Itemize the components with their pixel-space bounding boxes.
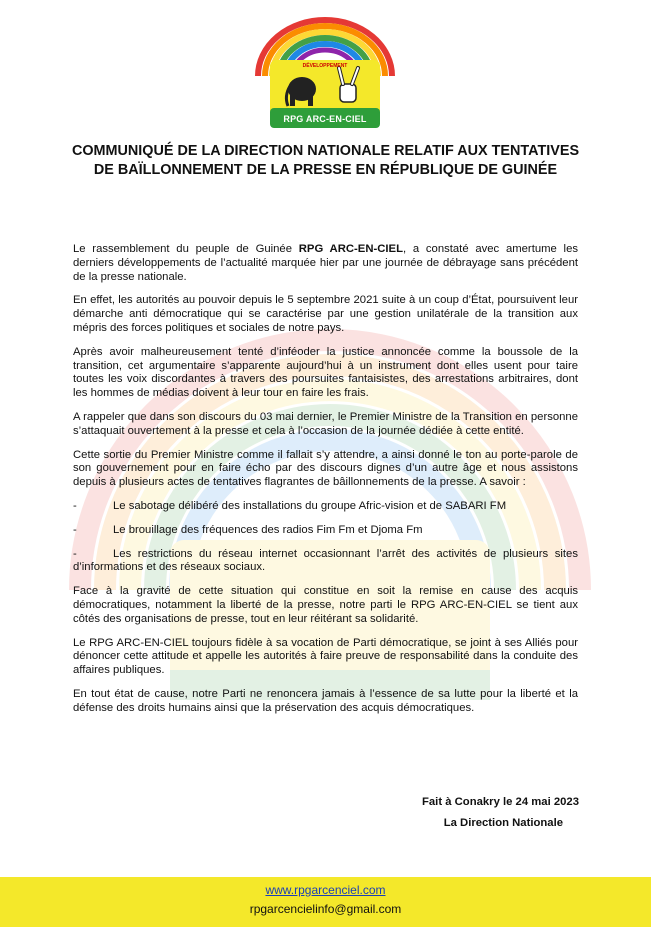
list-dash: - [73, 523, 77, 536]
party-name-bold: RPG ARC-EN-CIEL [298, 243, 403, 255]
paragraph-1-start: Le rassemblement du peuple de Guinée [73, 243, 299, 255]
paragraph-2: En effet, les autorités au pouvoir depuis le 5 septembre 2021 suite à un coup d’État, poursuivent leur démarche anti démocratique qui se caractérise par une gestion unilatérale de la transition aux mépris des forces politiques et sociales de notre pays. [73, 294, 578, 334]
email-address[interactable]: rpgarcencielinfo@gmail.com [249, 902, 402, 916]
logo-caption: RPG ARC-EN-CIEL [283, 114, 367, 124]
document-title: COMMUNIQUÉ DE LA DIRECTION NATIONALE RELATIF AUX TENTATIVES DE BAÏLLONNEMENT DE LA PRESSE EN RÉPUBLIQUE DE GUINÉE [71, 143, 580, 178]
rainbow-emblem-icon [250, 14, 400, 128]
list-item [73, 500, 578, 514]
list-dash: - [73, 547, 77, 560]
footer-bar [0, 877, 651, 927]
paragraph-1-end: , a constaté avec amertume les derniers développements de l’actualité marquée hier par une journée de débrayage sans précédent de la presse nationale. [73, 243, 578, 283]
paragraph-5: Cette sortie du Premier Ministre comme il fallait s’y attendre, a ainsi donné le ton au porte-parole de son gouvernement pour en faire écho par des discours dignes d’un autre âge et nous assistons depuis à plusieurs actes de tentatives flagrantes de bâillonnements de la presse. A savoir : [73, 448, 578, 489]
signatory: La Direction Nationale [443, 817, 563, 829]
logo-banner-text: DÉVELOPPEMENT [302, 63, 348, 69]
paragraph-3: Après avoir malheureusement tenté d’inféoder la justice annoncée comme la boussole de la transition, cet argumentaire s’apparente aujourd’hui à un instrument dont elles usent pour taire toutes les voix discordantes à travers des poursuites fantaisistes, des arrestations arbitraires, dont les hommes de médias doivent à leur tour en faire les frais. [73, 345, 578, 400]
paragraph-7: Le RPG ARC-EN-CIEL toujours fidèle à sa vocation de Parti démocratique, se joint à ses Alliés pour dénoncer cette attitude et appelle les autorités à faire preuve de responsabilité dans la conduite des affaires publiques. [73, 636, 578, 677]
website-link[interactable]: www.rpgarcenciel.com [265, 883, 386, 897]
list-dash: - [73, 499, 77, 512]
incident-list [73, 500, 578, 575]
paragraph-4: A rappeler que dans son discours du 03 mai dernier, le Premier Ministre de la Transition en personne s’attaquait ouvertement à la presse et cela à l’occasion de la journée dédiée à cette entité. [73, 410, 578, 437]
signoff-block [422, 792, 579, 834]
list-item-text: Les restrictions du réseau internet occasionnant l’arrêt des activités de plusieurs sites d’informations et des réseaux sociaux. [73, 547, 578, 574]
paragraph-8: En tout état de cause, notre Parti ne renoncera jamais à l’essence de sa lutte pour la liberté et la défense des droits humains ainsi que la préservation des acquis démocratiques. [73, 687, 578, 714]
document-body [73, 243, 578, 726]
list-item-text: Le brouillage des fréquences des radios Fim Fm et Djoma Fm [113, 523, 423, 536]
paragraph-1 [73, 243, 578, 284]
paragraph-6: Face à la gravité de cette situation qui constitue en soit la remise en cause des acquis démocratiques, notamment la liberté de la presse, notre parti le RPG ARC-EN-CIEL se tient aux côtés des organisations de presse, tout en leur réitérant sa solidarité. [73, 585, 578, 625]
party-logo [250, 14, 400, 128]
list-item [73, 524, 578, 538]
list-item-text: Le sabotage délibéré des installations du groupe Afric-vision et de SABARI FM [113, 499, 507, 512]
place-date: Fait à Conakry le 24 mai 2023 [422, 796, 579, 808]
list-item [73, 548, 578, 576]
